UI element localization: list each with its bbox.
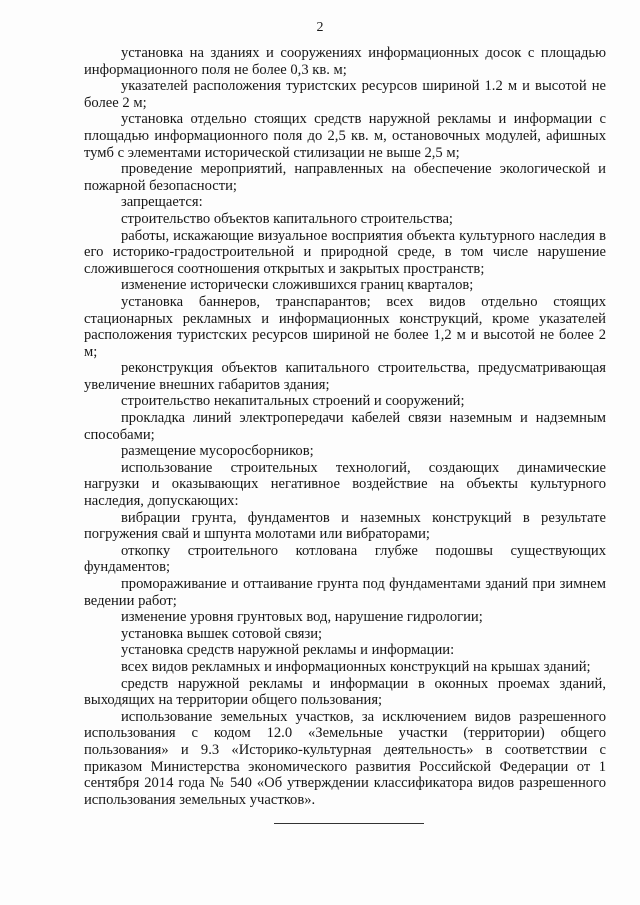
paragraph: установка отдельно стоящих средств наружной рекламы и информации с площадью информационного поля до 2,5 кв. м, остановочных модулей, афишных тумб с элементами исторической стилизации не выше 2,5 м; (84, 111, 606, 161)
paragraph: строительство объектов капитального строительства; (121, 210, 453, 227)
paragraph: установка средств наружной рекламы и информации: (121, 642, 455, 659)
paragraph: промораживание и оттаивание грунта под фундаментами зданий при зимнем ведении работ; (84, 576, 606, 609)
paragraph: установка на зданиях и сооружениях информационных досок с площадью информационного поля не более 0,3 кв. м; (84, 45, 606, 78)
paragraph: запрещается: (121, 194, 203, 211)
paragraph: установка вышек сотовой связи; (121, 625, 323, 642)
paragraph: изменение уровня грунтовых вод, нарушение гидрологии; (121, 609, 483, 626)
paragraph: средств наружной рекламы и информации в оконных проемах зданий, выходящих на территории общего пользования; (84, 675, 606, 709)
paragraph: использование строительных технологий, создающих динамические нагрузки и оказывающих негативное воздействие на объекты культурного наследия, допускающих: (84, 459, 606, 510)
paragraph: проведение мероприятий, направленных на обеспечение экологической и пожарной безопасности; (84, 161, 606, 194)
page-number: 2 (316, 20, 324, 35)
document-body (84, 45, 606, 808)
paragraph: всех видов рекламных и информационных конструкций на крышах зданий; (121, 658, 591, 675)
paragraph: использование земельных участков, за исключением видов разрешенного использования с кодом 12.0 «Земельные участки (территории) общего пользования» и 9.3 «Историко-культурная деятельность» в соответствии с приказом Министерства экономического развития Российской Федерации от 1 сентября 2014 года № 540 «Об утверждении классификатора видов разрешенного использования земельных участков». (84, 708, 606, 808)
paragraph: размещение мусоросборников; (121, 443, 314, 460)
paragraph: прокладка линий электропередачи кабелей связи наземным и надземным способами; (84, 410, 606, 443)
paragraph: вибрации грунта, фундаментов и наземных конструкций в результате погружения свай и шпунта молотами или вибраторами; (84, 509, 606, 543)
paragraph: реконструкция объектов капитального строительства, предусматривающая увеличение внешних габаритов здания; (84, 360, 606, 393)
paragraph: работы, искажающие визуальное восприятия объекта культурного наследия в его историко-градостроительной и природной среде, в том числе нарушение сложившегося соотношения открытых и закрытых пространств; (84, 227, 606, 277)
paragraph: изменение исторически сложившихся границ кварталов; (121, 277, 474, 294)
paragraph: откопку строительного котлована глубже подошвы существующих фундаментов; (84, 542, 606, 576)
paragraph: строительство некапитальных строений и сооружений; (121, 393, 465, 410)
separator-line (274, 823, 424, 824)
paragraph: установка баннеров, транспарантов; всех видов отдельно стоящих стационарных рекламных и информационных конструкций, кроме указателей расположения туристских ресурсов шириной не более 1,2 м и высотой не более 2 м; (84, 293, 606, 360)
paragraph: указателей расположения туристских ресурсов шириной 1.2 м и высотой не более 2 м; (84, 78, 606, 111)
